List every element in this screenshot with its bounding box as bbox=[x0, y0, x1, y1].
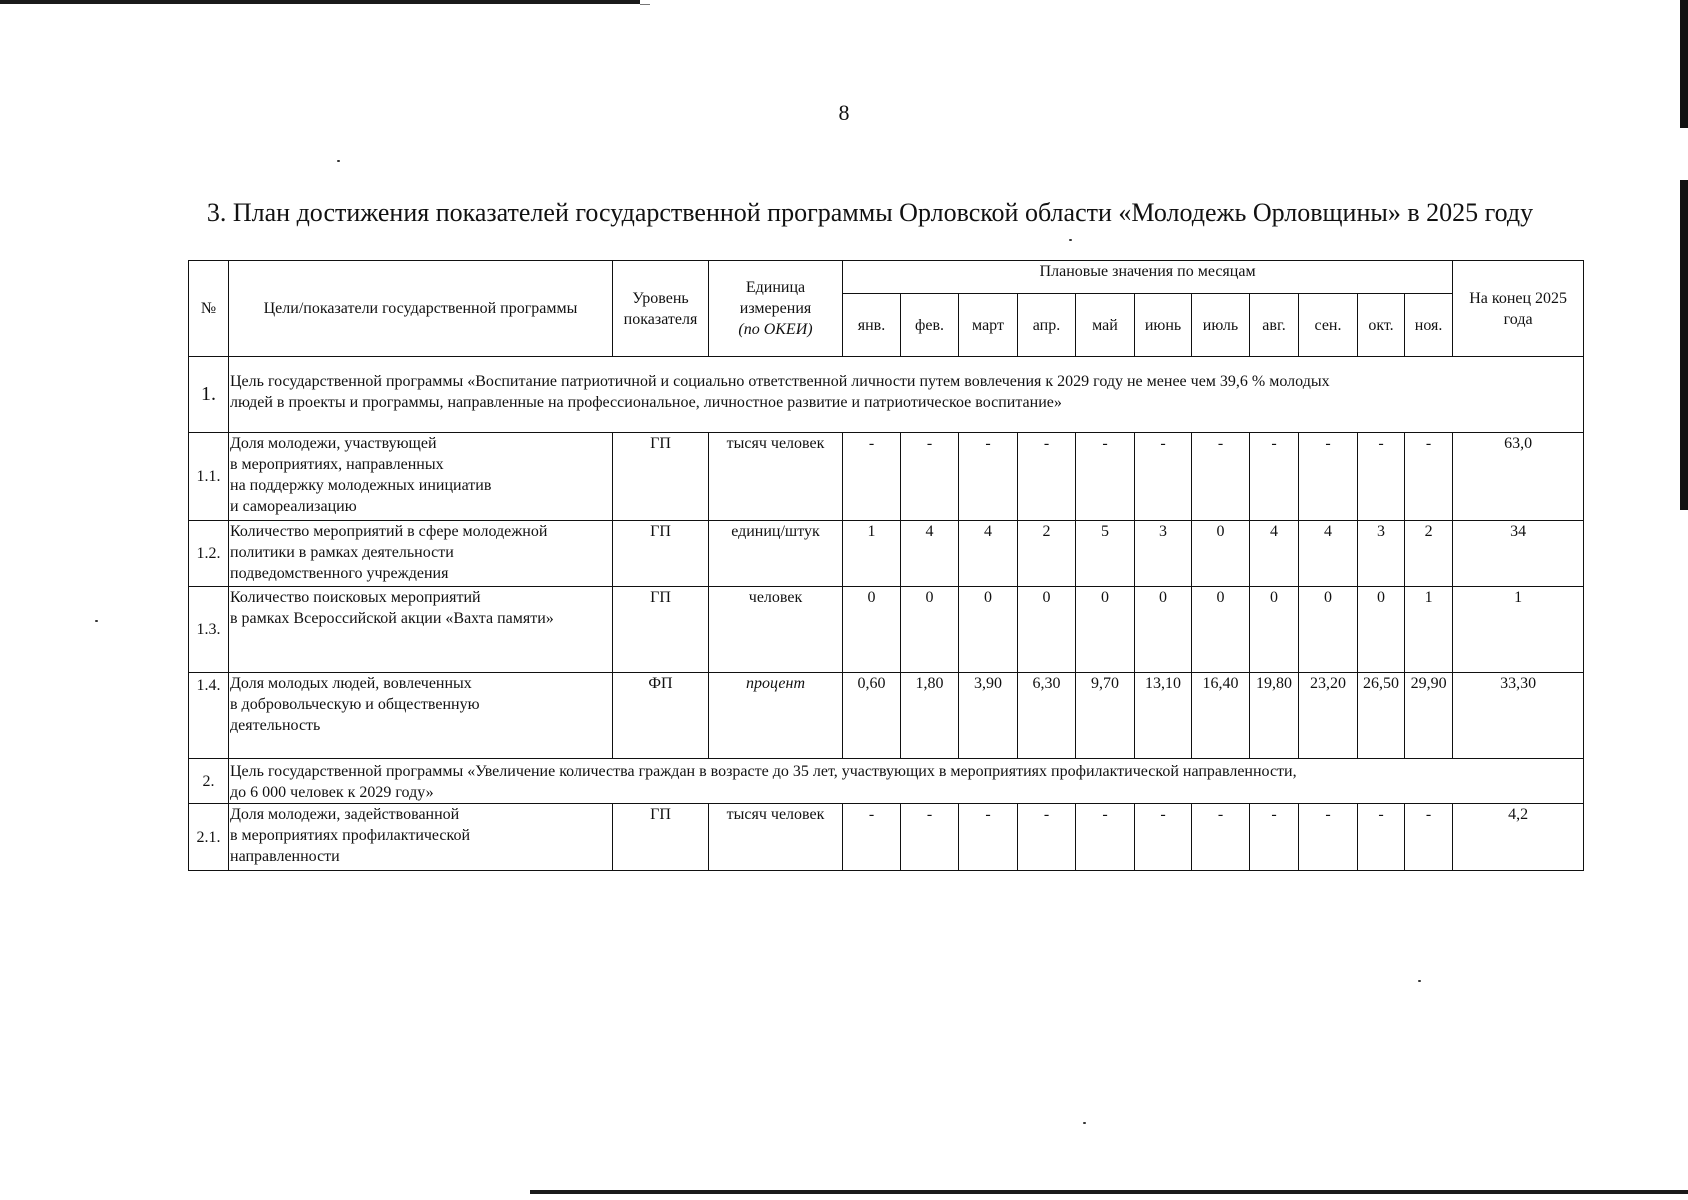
scan-edge-right-lower bbox=[1680, 180, 1688, 510]
header-month: окт. bbox=[1358, 294, 1405, 357]
month-value: 0 bbox=[1076, 587, 1135, 673]
indicators-plan-table bbox=[188, 260, 1584, 871]
month-value: - bbox=[1299, 804, 1358, 871]
month-value: 5 bbox=[1076, 521, 1135, 587]
month-value: 4 bbox=[1299, 521, 1358, 587]
header-level bbox=[613, 261, 709, 357]
month-value: 1,80 bbox=[901, 673, 959, 759]
indicator-line: Количество мероприятий в сфере молодежной bbox=[230, 523, 548, 540]
goal-text-line: Цель государственной программы «Увеличение количества граждан в возрасте до 35 лет, участвующих в мероприятиях профилактической направленности, bbox=[230, 763, 1297, 780]
month-value: - bbox=[1192, 433, 1250, 521]
indicator-unit: человек bbox=[709, 587, 843, 673]
month-value: - bbox=[1018, 804, 1076, 871]
header-level-line2: показателя bbox=[623, 310, 698, 328]
month-value: - bbox=[1250, 804, 1299, 871]
header-year-end bbox=[1453, 261, 1584, 357]
scan-speck bbox=[1069, 239, 1072, 241]
indicator-line: Доля молодежи, участвующей bbox=[230, 435, 437, 452]
header-unit-line2: измерения bbox=[739, 300, 812, 317]
month-value: 1 bbox=[1405, 587, 1453, 673]
indicator-line: Доля молодежи, задействованной bbox=[230, 806, 460, 823]
row-number: 2.1. bbox=[189, 804, 229, 871]
header-month: март bbox=[959, 294, 1018, 357]
month-value: 29,90 bbox=[1405, 673, 1453, 759]
month-value: 4 bbox=[901, 521, 959, 587]
scan-speck bbox=[337, 160, 340, 162]
month-value: - bbox=[1358, 433, 1405, 521]
row-number: 1.2. bbox=[189, 521, 229, 587]
goal-text-line: Цель государственной программы «Воспитание патриотичной и социально ответственной личности путем вовлечения к 2029 году не менее чем 39,6 % молодых bbox=[230, 373, 1330, 390]
row-number: 1.1. bbox=[189, 433, 229, 521]
header-unit bbox=[709, 261, 843, 357]
header-month: апр. bbox=[1018, 294, 1076, 357]
month-value: - bbox=[1250, 433, 1299, 521]
month-value: - bbox=[1135, 433, 1192, 521]
header-monthly: Плановые значения по месяцам bbox=[843, 261, 1453, 294]
month-value: 3 bbox=[1135, 521, 1192, 587]
month-value: - bbox=[959, 804, 1018, 871]
indicator-line: Количество поисковых мероприятий bbox=[230, 589, 481, 606]
month-value: 19,80 bbox=[1250, 673, 1299, 759]
indicator-line: в рамках Всероссийской акции «Вахта памяти» bbox=[230, 610, 554, 627]
month-value: 0 bbox=[1358, 587, 1405, 673]
year-end-value: 33,30 bbox=[1453, 673, 1584, 759]
month-value: 6,30 bbox=[1018, 673, 1076, 759]
indicator-line: подведомственного учреждения bbox=[230, 565, 449, 582]
month-value: - bbox=[959, 433, 1018, 521]
goal-number: 2. bbox=[189, 759, 229, 804]
month-value: 4 bbox=[959, 521, 1018, 587]
year-end-value: 63,0 bbox=[1453, 433, 1584, 521]
month-value: - bbox=[1018, 433, 1076, 521]
month-value: - bbox=[1192, 804, 1250, 871]
month-value: - bbox=[1405, 433, 1453, 521]
indicator-level: ГП bbox=[613, 433, 709, 521]
month-value: 4 bbox=[1250, 521, 1299, 587]
month-value: 3,90 bbox=[959, 673, 1018, 759]
indicator-line: и самореализацию bbox=[230, 498, 357, 515]
year-end-value: 1 bbox=[1453, 587, 1584, 673]
month-value: 2 bbox=[1018, 521, 1076, 587]
table-row bbox=[189, 673, 1584, 759]
document-title: 3. План достижения показателей государственной программы Орловской области «Молодежь Орловщины» в 2025 году bbox=[206, 198, 1534, 227]
header-goal: Цели/показатели государственной программы bbox=[229, 261, 613, 357]
header-month: авг. bbox=[1250, 294, 1299, 357]
goal-text bbox=[229, 759, 1584, 804]
month-value: - bbox=[1405, 804, 1453, 871]
scan-border-top bbox=[0, 0, 640, 4]
month-value: 0 bbox=[1250, 587, 1299, 673]
goal-text bbox=[229, 357, 1584, 433]
goal-row bbox=[189, 759, 1584, 804]
scan-speck bbox=[95, 620, 98, 622]
year-end-value: 34 bbox=[1453, 521, 1584, 587]
year-end-value: 4,2 bbox=[1453, 804, 1584, 871]
header-month: фев. bbox=[901, 294, 959, 357]
indicator-name bbox=[229, 587, 613, 673]
month-value: - bbox=[1076, 433, 1135, 521]
month-value: 26,50 bbox=[1358, 673, 1405, 759]
indicator-line: политики в рамках деятельности bbox=[230, 544, 454, 561]
indicator-unit: тысяч человек bbox=[709, 433, 843, 521]
month-value: 0 bbox=[901, 587, 959, 673]
indicator-level: ФП bbox=[613, 673, 709, 759]
header-year-end-line1: На конец 2025 bbox=[1469, 289, 1568, 307]
indicator-line: на поддержку молодежных инициатив bbox=[230, 477, 492, 494]
header-month: ноя. bbox=[1405, 294, 1453, 357]
indicator-unit: единиц/штук bbox=[709, 521, 843, 587]
indicator-level: ГП bbox=[613, 587, 709, 673]
row-number: 1.3. bbox=[189, 587, 229, 673]
goal-text-line: людей в проекты и программы, направленные на профессиональное, личностное развитие и патриотическое воспитание» bbox=[230, 394, 1062, 411]
header-month: сен. bbox=[1299, 294, 1358, 357]
indicator-name bbox=[229, 433, 613, 521]
month-value: - bbox=[1135, 804, 1192, 871]
month-value: 0,60 bbox=[843, 673, 901, 759]
header-year-end-line2: года bbox=[1503, 310, 1533, 328]
goal-row bbox=[189, 357, 1584, 433]
month-value: - bbox=[843, 804, 901, 871]
header-month: янв. bbox=[843, 294, 901, 357]
month-value: 23,20 bbox=[1299, 673, 1358, 759]
header-month: июль bbox=[1192, 294, 1250, 357]
page-number: 8 bbox=[838, 100, 850, 125]
month-value: - bbox=[1076, 804, 1135, 871]
month-value: 0 bbox=[1299, 587, 1358, 673]
indicator-name bbox=[229, 673, 613, 759]
scan-speck bbox=[1418, 980, 1421, 982]
table-row bbox=[189, 433, 1584, 521]
month-value: 0 bbox=[1135, 587, 1192, 673]
indicator-level: ГП bbox=[613, 521, 709, 587]
table-row bbox=[189, 521, 1584, 587]
month-value: 0 bbox=[1018, 587, 1076, 673]
month-value: 9,70 bbox=[1076, 673, 1135, 759]
scan-border-top-tail bbox=[640, 4, 650, 5]
goal-number: 1. bbox=[189, 357, 229, 433]
indicator-line: Доля молодых людей, вовлеченных bbox=[230, 675, 472, 692]
header-unit-line1: Единица bbox=[745, 279, 806, 296]
month-value: 0 bbox=[1192, 521, 1250, 587]
indicator-unit: процент bbox=[709, 673, 843, 759]
month-value: - bbox=[901, 433, 959, 521]
row-number: 1.4. bbox=[189, 673, 229, 759]
indicator-line: в мероприятиях, направленных bbox=[230, 456, 444, 473]
header-level-line1: Уровень bbox=[632, 289, 689, 307]
header-month: май bbox=[1076, 294, 1135, 357]
header-unit-line3: (по ОКЕИ) bbox=[738, 321, 813, 338]
month-value: 0 bbox=[1192, 587, 1250, 673]
month-value: - bbox=[1358, 804, 1405, 871]
scan-speck bbox=[1083, 1122, 1086, 1124]
indicator-line: направленности bbox=[230, 848, 340, 865]
table-row bbox=[189, 587, 1584, 673]
header-row-1 bbox=[189, 261, 1584, 294]
month-value: 13,10 bbox=[1135, 673, 1192, 759]
table-row bbox=[189, 804, 1584, 871]
month-value: 3 bbox=[1358, 521, 1405, 587]
month-value: 2 bbox=[1405, 521, 1453, 587]
indicator-name bbox=[229, 521, 613, 587]
month-value: 16,40 bbox=[1192, 673, 1250, 759]
month-value: 0 bbox=[843, 587, 901, 673]
scan-border-bottom bbox=[530, 1190, 1688, 1194]
month-value: - bbox=[1299, 433, 1358, 521]
month-value: - bbox=[901, 804, 959, 871]
month-value: 0 bbox=[959, 587, 1018, 673]
header-month: июнь bbox=[1135, 294, 1192, 357]
indicator-name bbox=[229, 804, 613, 871]
header-num: № bbox=[189, 261, 229, 357]
goal-text-line: до 6 000 человек к 2029 году» bbox=[230, 784, 434, 801]
indicator-line: деятельность bbox=[230, 717, 321, 734]
indicator-line: в добровольческую и общественную bbox=[230, 696, 480, 713]
indicator-unit: тысяч человек bbox=[709, 804, 843, 871]
month-value: - bbox=[843, 433, 901, 521]
indicator-line: в мероприятиях профилактической bbox=[230, 827, 471, 844]
month-value: 1 bbox=[843, 521, 901, 587]
indicator-level: ГП bbox=[613, 804, 709, 871]
